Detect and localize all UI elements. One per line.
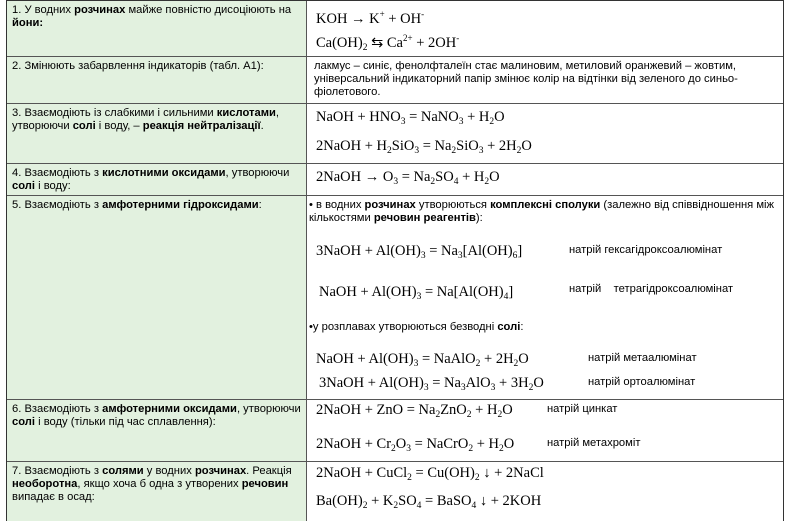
equation: 3NaOH + $Al(OH)_3 = Na_3[Al(OH)_6]$ — [316, 243, 523, 261]
table-row — [7, 164, 783, 196]
table-row — [7, 104, 783, 164]
equation-cell — [307, 462, 783, 521]
equation: 2NaOH → $O_3 = Na_2SO_4 + H_2O$ — [316, 169, 500, 187]
property-cell: 6. Взаємодіють з амфотерними оксидами, утворюючи солі і воду (тільки під час сплавлення): — [7, 400, 307, 461]
equation: KOH → K+ + OH- — [316, 9, 425, 27]
equation-cell — [307, 164, 783, 195]
equation: NaOH + $HNO_3$ = NaNO$_3$ + $H_2O$ — [316, 109, 505, 127]
melts-intro: •у розплавах утворюються безводні солі: — [309, 321, 524, 333]
property-cell: 5. Взаємодіють з амфотерними гідроксидами: — [7, 196, 307, 399]
table-row — [7, 462, 783, 521]
equation: 2NaOH + ZnO = $Na_2ZnO_2 + H_2O$ — [316, 402, 513, 420]
equation: NaOH + $Al(OH)_3$ = NaAlO$_2$ + $2H_2O$ — [316, 351, 529, 369]
compound-name: натрій цинкат — [547, 403, 618, 415]
compound-name: натрій ортоалюмінат — [588, 376, 696, 388]
table-row — [7, 196, 783, 400]
equation-cell — [307, 196, 783, 399]
equation: $Ca(OH)_2$ ⇆ $Ca^{2+} + 2OH^-$ — [316, 33, 460, 53]
table-row — [7, 400, 783, 462]
compound-name: натрій метахроміт — [547, 437, 641, 449]
equation: 2NaOH + CuCl$_2$ = $Cu(OH)_2$ ↓ + 2NaCl — [316, 465, 544, 483]
text-cell — [307, 57, 783, 103]
equation: $Ba(OH)_2 + K_2SO_4$ = BaSO$_4$ ↓ + 2KOH — [316, 493, 542, 511]
table-row — [7, 57, 783, 104]
property-cell: 2. Змінюють забарвлення індикаторів (табл. А1): — [7, 57, 307, 103]
compound-name: натрій гексагідроксоалюмінат — [569, 244, 723, 256]
table-row — [7, 1, 783, 57]
property-cell: 7. Взаємодіють з солями у водних розчинах. Реакція необоротна, якщо хоча б одна з утворених речовин випадає в осад: — [7, 462, 307, 521]
property-cell: 1. У водних розчинах майже повністю дисоціюють на йони: — [7, 1, 307, 56]
equation-cell — [307, 1, 783, 56]
property-cell: 4. Взаємодіють з кислотними оксидами, утворюючи солі і воду: — [7, 164, 307, 195]
complex-compounds-intro: • в водних розчинах утворюються комплексні сполуки (залежно від співвідношення між кількостями речовин реагентів): — [309, 199, 774, 224]
compound-name: натрій тетрагідроксоалюмінат — [569, 283, 734, 295]
indicator-text: лакмус – синіє, фенолфталеїн стає малиновим, метиловий оранжевий – жовтим, універсальний індикаторний папір змінює колір на відтінки від зеленого до синьо-фіолетового. — [314, 60, 738, 98]
properties-table — [6, 0, 784, 521]
equation: 2NaOH + $Cr_2O_3$ = NaCrO$_2$ + $H_2O$ — [316, 436, 515, 454]
equation: 2NaOH + $H_2SiO_3 = Na_2SiO_3 + 2H_2O$ — [316, 138, 532, 156]
equation-cell — [307, 104, 783, 163]
property-cell: 3. Взаємодіють із слабкими і сильними кислотами, утворюючи солі і воду, – реакція нейтралізації. — [7, 104, 307, 163]
equation-cell — [307, 400, 783, 461]
equation: 3NaOH + $Al(OH)_3 = Na_3AlO_3 + 3H_2O$ — [319, 375, 544, 393]
equation: NaOH + $Al(OH)_3 = Na[Al(OH)_4]$ — [319, 284, 514, 302]
compound-name: натрій метаалюмінат — [588, 352, 697, 364]
